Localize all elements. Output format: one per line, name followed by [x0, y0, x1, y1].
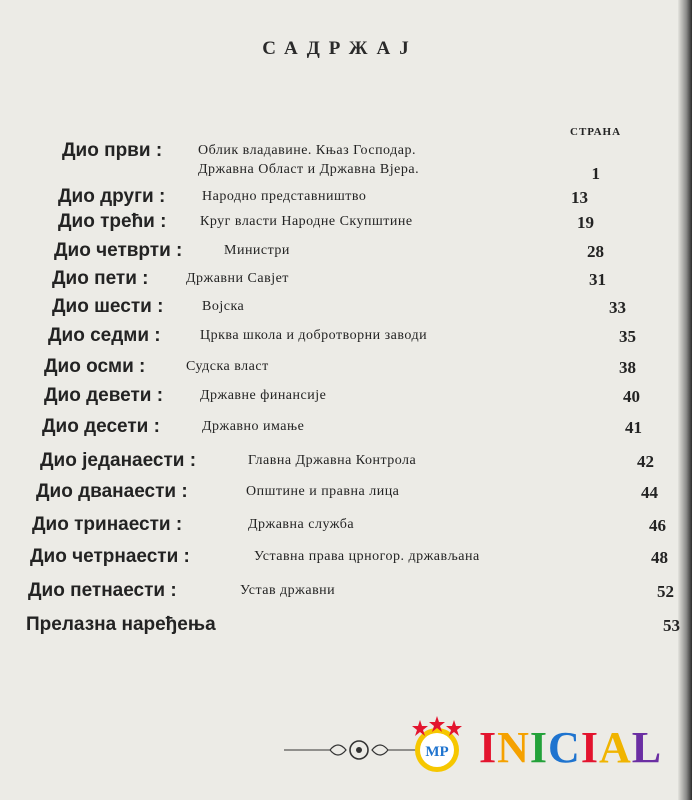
logo-badge-icon — [404, 714, 470, 780]
toc-row — [0, 481, 680, 511]
toc-page-number: 28 — [587, 242, 604, 261]
toc-part-label: Прелазна наређења — [26, 614, 216, 635]
logo-letter: I — [479, 723, 498, 772]
toc-page-number: 53 — [663, 616, 680, 635]
toc-row — [0, 416, 680, 446]
toc-row — [0, 268, 680, 298]
toc-description-line2: Државна Област и Државна Вјера. — [198, 162, 420, 177]
toc-part-label: Дио четврти : — [54, 240, 183, 261]
toc-part-label: Дио четрнаести : — [30, 546, 190, 567]
toc-part-label: Дио десети : — [42, 416, 160, 437]
toc-description: Круг власти Народне Скупштине — [200, 214, 413, 229]
toc-description: Војска — [202, 299, 245, 314]
toc-description: Устав државни — [240, 583, 336, 598]
toc-part-label: Дио једанаести : — [40, 450, 197, 471]
logo-wordmark — [479, 724, 662, 772]
toc-part-label: Дио тринаести : — [32, 514, 183, 535]
toc-page-number: 40 — [623, 387, 640, 406]
page-column-header: СТРАНА — [570, 126, 622, 138]
page-title: САДРЖАЈ — [262, 38, 418, 59]
toc-description: Црква школа и добротворни заводи — [200, 328, 428, 343]
inicial-logo — [404, 714, 676, 780]
toc-description: Државна служба — [248, 517, 355, 532]
book-binding — [678, 0, 692, 800]
logo-letter: N — [497, 723, 530, 772]
logo-letter: L — [631, 723, 663, 772]
toc-page-number: 44 — [641, 483, 658, 502]
toc-description: Министри — [224, 243, 290, 258]
toc-description: Главна Државна Контрола — [248, 453, 417, 468]
toc-part-label: Дио трећи : — [58, 211, 167, 232]
toc-page-number: 31 — [589, 270, 606, 289]
toc-description: Општине и правна лица — [246, 484, 400, 499]
toc-row — [0, 514, 680, 544]
toc-part-label: Дио осми : — [44, 356, 146, 377]
logo-letter: A — [598, 723, 632, 772]
toc-row — [0, 356, 680, 386]
toc-description: Државне финансије — [200, 388, 327, 403]
toc-description: Државно имање — [202, 419, 305, 434]
logo-letter: I — [529, 723, 549, 772]
toc-page-number: 42 — [637, 452, 654, 471]
toc-part-label: Дио пети : — [52, 268, 149, 289]
toc-row — [0, 580, 680, 610]
toc-page-number: 13 — [571, 188, 588, 207]
toc-description: Народно представништво — [202, 189, 367, 204]
toc-description: Судска власт — [186, 359, 269, 374]
toc-row — [0, 211, 680, 241]
toc-row — [0, 240, 680, 270]
toc-row — [0, 325, 680, 355]
toc-page-number: 46 — [649, 516, 666, 535]
toc-page-number: 48 — [651, 548, 668, 567]
toc-part-label: Дио први : — [62, 140, 163, 161]
toc-row — [0, 546, 680, 576]
toc-page-number: 35 — [619, 327, 636, 346]
toc-part-label: Дио дванаести : — [36, 481, 188, 502]
toc-description: Државни Савјет — [186, 271, 289, 286]
logo-badge-text: MP — [425, 744, 449, 760]
toc-part-label: Дио девети : — [44, 385, 164, 406]
logo-letter: I — [580, 723, 599, 772]
toc-part-label: Дио други : — [58, 186, 166, 207]
toc-page-number: 33 — [609, 298, 626, 317]
toc-part-label: Дио петнаести : — [28, 580, 177, 601]
toc-row — [0, 385, 680, 415]
toc-description: Облик владавине. Књаз Господар. — [198, 143, 416, 158]
toc-row — [0, 614, 680, 644]
toc-page-number: 38 — [619, 358, 636, 377]
toc-row — [0, 450, 680, 480]
logo-letter: C — [548, 723, 581, 772]
toc-part-label: Дио седми : — [48, 325, 161, 346]
toc-row — [0, 140, 680, 183]
toc-row — [0, 296, 680, 326]
toc-description: Уставна права црногор. држављана — [254, 549, 480, 564]
toc-page-number: 41 — [625, 418, 642, 437]
toc-page-number: 52 — [657, 582, 674, 601]
toc-page-number: 19 — [577, 213, 594, 232]
toc-page-number: 1 — [591, 164, 600, 183]
toc-part-label: Дио шести : — [52, 296, 164, 317]
